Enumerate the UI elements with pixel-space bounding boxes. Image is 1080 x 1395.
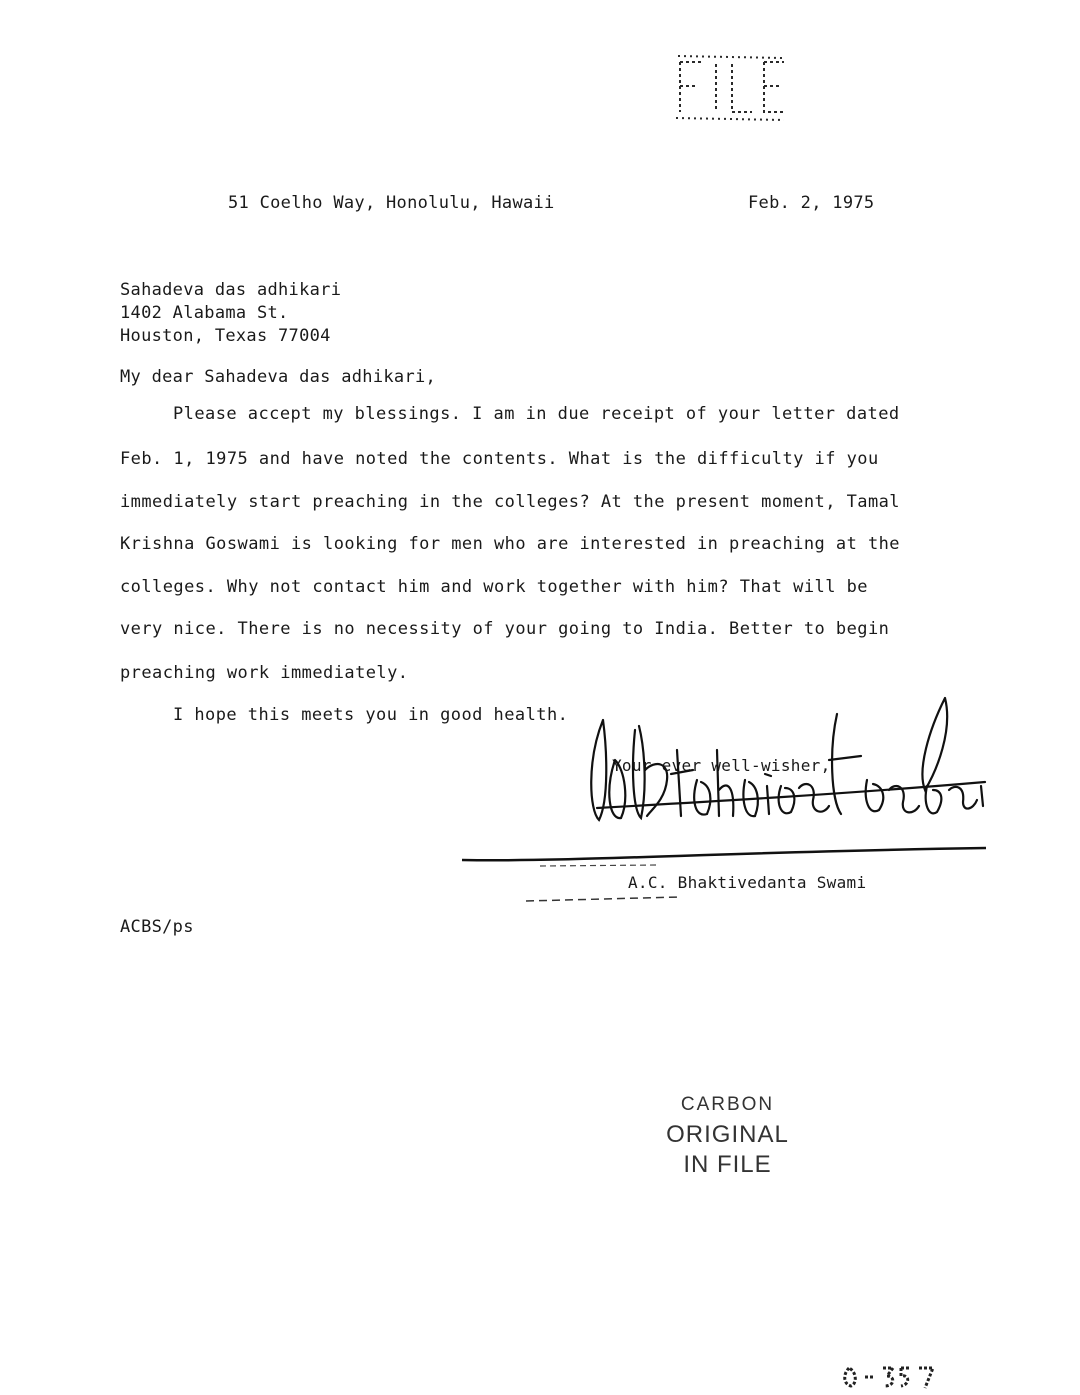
salutation: My dear Sahadeva das adhikari, xyxy=(120,367,437,387)
signer-name: A.C. Bhaktivedanta Swami xyxy=(628,873,867,892)
body-line: colleges. Why not contact him and work together with him? That will be xyxy=(120,577,868,597)
recipient-street: 1402 Alabama St. xyxy=(120,303,289,323)
carbon-stamp-line: ORIGINAL xyxy=(666,1121,789,1148)
recipient-name: Sahadeva das adhikari xyxy=(120,280,342,300)
body-line: Krishna Goswami is looking for men who are interested in preaching at the xyxy=(120,534,900,554)
reference-initials: ACBS/ps xyxy=(120,917,194,937)
carbon-original-stamp xyxy=(655,1090,800,1180)
body-line: preaching work immediately. xyxy=(120,663,409,683)
carbon-stamp-line: IN FILE xyxy=(683,1151,772,1178)
carbon-stamp-line: CARBON xyxy=(680,1094,775,1115)
body-line: immediately start preaching in the colleges? At the present moment, Tamal xyxy=(120,492,900,512)
complimentary-close: Your ever well-wisher, xyxy=(612,756,831,775)
closing-line: I hope this meets you in good health. xyxy=(173,705,569,725)
letter-date: Feb. 2, 1975 xyxy=(748,193,875,213)
signature-rule xyxy=(460,846,990,868)
file-code-stamp xyxy=(843,1362,938,1392)
body-line: very nice. There is no necessity of your going to India. Better to begin xyxy=(120,619,890,639)
file-stamp xyxy=(672,52,788,126)
recipient-city: Houston, Texas 77004 xyxy=(120,326,331,346)
sender-address: 51 Coelho Way, Honolulu, Hawaii xyxy=(228,193,555,213)
dashed-mark xyxy=(524,893,684,905)
body-line: Feb. 1, 1975 and have noted the contents. What is the difficulty if you xyxy=(120,449,879,469)
body-line: Please accept my blessings. I am in due receipt of your letter dated xyxy=(173,404,900,424)
handwritten-signature xyxy=(585,690,995,840)
